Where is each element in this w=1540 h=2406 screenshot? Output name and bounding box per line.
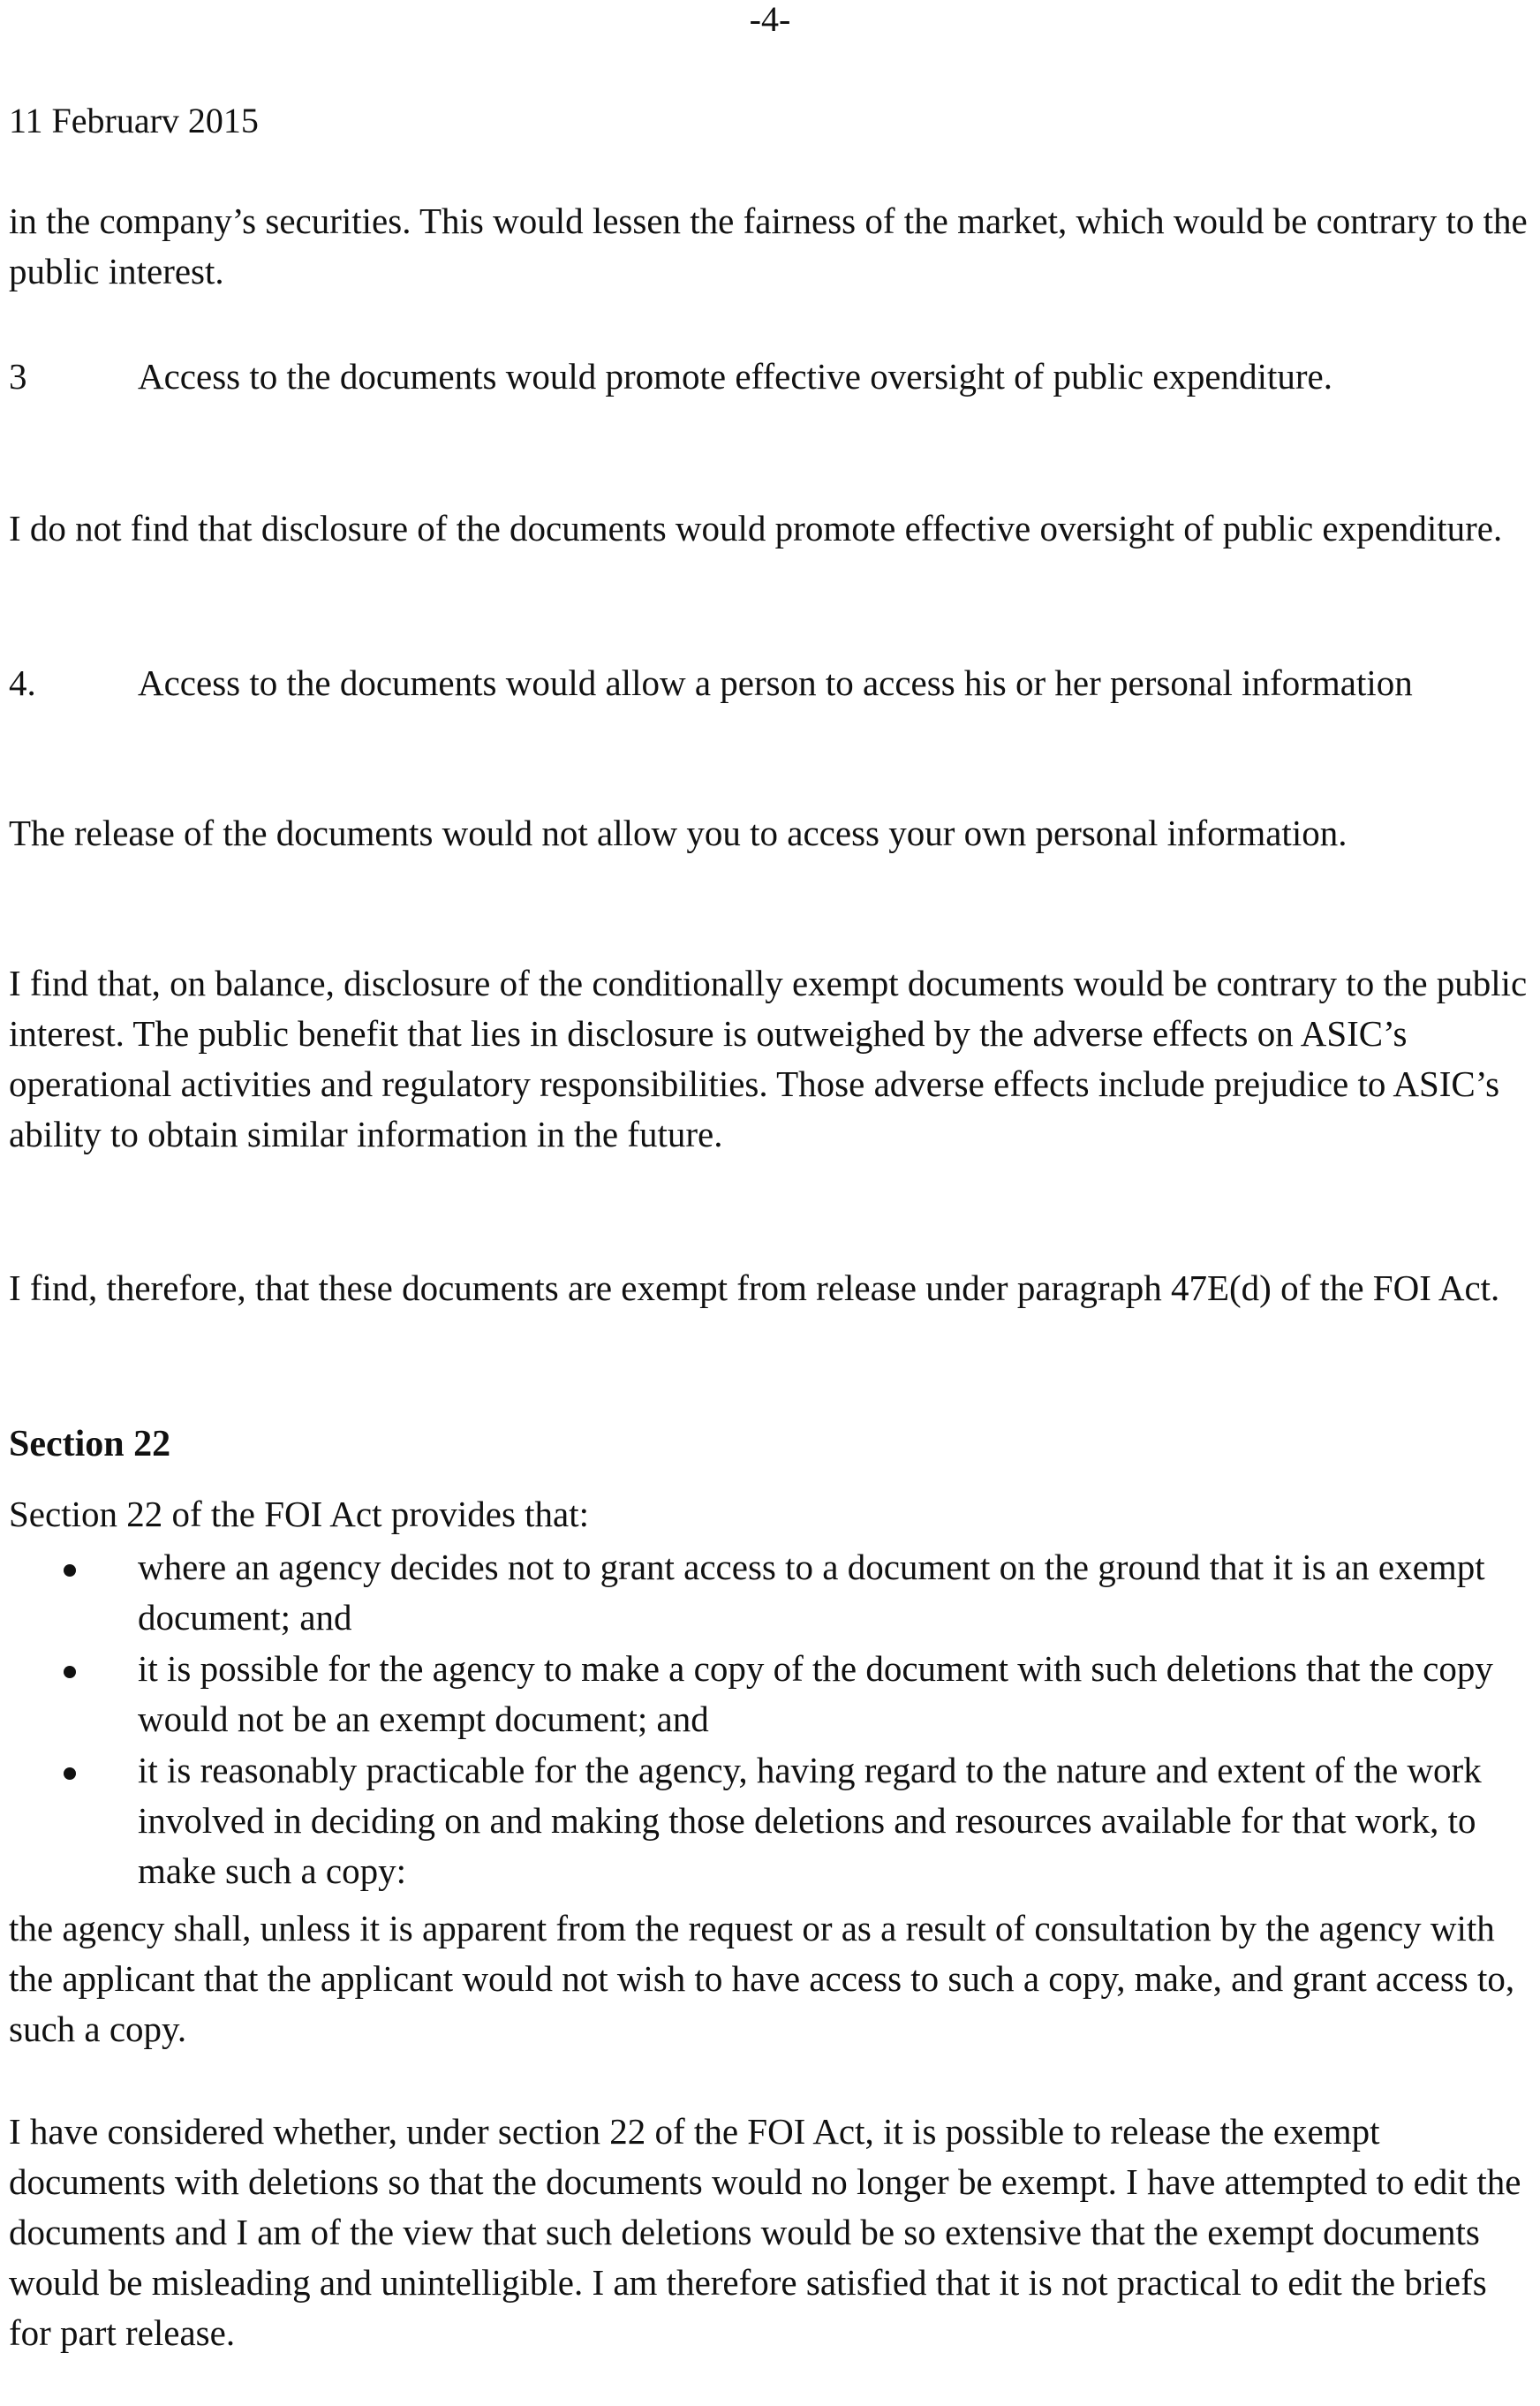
item-number: 4. — [9, 662, 36, 703]
paragraph-public-interest: I find that, on balance, disclosure of the conditionally exempt documents would be contrary to the public interest. The public benefit that lies in disclosure is outweighed by the adverse effects on ASIC’s operational activities and regulatory responsibilities. Those adverse effects include prejudice to ASIC’s ability to obtain similar information in the future. — [9, 963, 1528, 1154]
bullet-icon — [64, 1666, 76, 1678]
paragraph-section-22-consideration: I have considered whether, under section 22 of the FOI Act, it is possible to release the exempt documents with deletions so that the documents would no longer be exempt. I have attempted to edit the documents and I am of the view that such deletions would be so extensive that the exempt documents would be misleading and unintelligible. I am therefore satisfied that it is not practical to edit the briefs for part release. — [9, 2111, 1521, 2353]
paragraph-exempt-finding: I find, therefore, that these documents are exempt from release under paragraph 47E(d) of the FOI Act. — [9, 1267, 1500, 1308]
list-item: it is possible for the agency to make a copy of the document with such deletions that the copy would not be an exempt document; and — [9, 1644, 1532, 1744]
list-item: where an agency decides not to grant access to a document on the ground that it is an exempt document; and — [9, 1542, 1532, 1643]
paragraph-oversight: I do not find that disclosure of the documents would promote effective oversight of public expenditure. — [9, 508, 1503, 549]
paragraph-agency-copy: the agency shall, unless it is apparent from the request or as a result of consultation by the agency with the applicant that the applicant would not wish to have access to such a copy, make, and grant access to, such a copy. — [9, 1908, 1515, 2049]
bullet-icon — [64, 1767, 76, 1780]
section-intro: Section 22 of the FOI Act provides that: — [9, 1494, 590, 1534]
section-heading: Section 22 — [9, 1424, 171, 1464]
paragraph-securities: in the company’s securities. This would lessen the fairness of the market, which would be contrary to the public interest. — [9, 200, 1528, 291]
bullet-list — [9, 1542, 1532, 1897]
document-date: 11 Februarv 2015 — [9, 101, 259, 140]
item-number: 3 — [9, 356, 27, 397]
page-number: -4- — [749, 0, 791, 39]
item-text: Access to the documents would promote effective oversight of public expenditure. — [138, 356, 1332, 397]
list-item: it is reasonably practicable for the agency, having regard to the nature and extent of the work involved in deciding on and making those deletions and resources available for that work, to make such a copy: — [9, 1745, 1532, 1896]
item-text: Access to the documents would allow a person to access his or her personal information — [138, 662, 1413, 703]
bullet-icon — [64, 1564, 76, 1577]
paragraph-personal-information: The release of the documents would not allow you to access your own personal information. — [9, 813, 1348, 853]
